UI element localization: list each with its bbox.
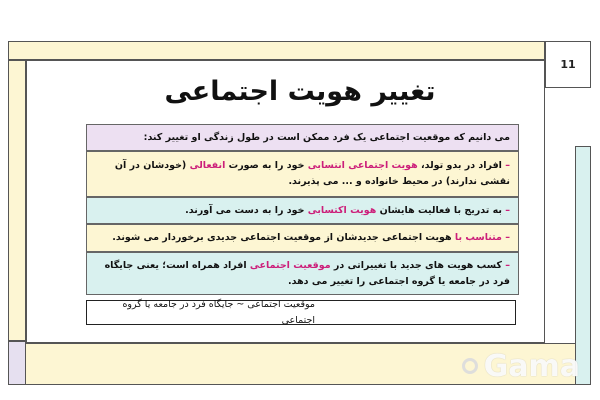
definition-box bbox=[86, 300, 516, 325]
text-segment: هویت اجتماعی جدیدشان از موقعیت اجتماعی جدیدی برخوردار می شوند. bbox=[112, 232, 455, 243]
frame-panel-bottom-left bbox=[8, 341, 26, 385]
bullet-dash: – bbox=[505, 232, 510, 243]
point-box-achieved bbox=[86, 197, 519, 224]
slide-title: تغییر هویت اجتماعی bbox=[164, 75, 436, 107]
frame-panel-left bbox=[8, 60, 26, 341]
bullet-dash: – bbox=[505, 259, 510, 271]
slide-number: 11 bbox=[545, 41, 591, 88]
point-text bbox=[95, 258, 510, 290]
text-segment: (خودشان در آن نقشی ندارند) در محیط خانواده و ... می پذیرند. bbox=[114, 160, 510, 187]
highlight-term: هویت اجتماعی انتسابی bbox=[307, 160, 418, 171]
gama-logo-icon bbox=[462, 358, 478, 374]
bullet-dash: – bbox=[505, 160, 510, 171]
text-segment: به تدریج با فعالیت هایشان bbox=[376, 204, 506, 216]
watermark-text: Gama bbox=[483, 348, 580, 384]
highlight-term: موقعیت اجتماعی bbox=[249, 259, 331, 271]
bullet-dash: – bbox=[505, 204, 510, 216]
text-segment: افراد در بدو تولد، bbox=[417, 160, 506, 171]
highlight-term: انفعالی bbox=[189, 160, 226, 171]
intro-text: می دانیم که موقعیت اجتماعی یک فرد ممکن است در طول زندگی او تغییر کند: bbox=[143, 131, 510, 143]
highlight-term: هویت اکتسابی bbox=[307, 204, 377, 216]
intro-box bbox=[86, 124, 519, 151]
point-text bbox=[95, 158, 510, 190]
point-box-ascribed bbox=[86, 151, 519, 197]
frame-panel-top-left bbox=[8, 41, 545, 60]
point-box-change bbox=[86, 252, 519, 295]
text-segment: کسب هویت های جدید با تغییراتی در bbox=[330, 259, 506, 271]
point-box-new-position bbox=[86, 224, 519, 252]
gama-watermark bbox=[455, 348, 580, 384]
text-segment: افراد همراه است؛ یعنی جایگاه فرد در جامعه یا گروه اجتماعی را تغییر می دهد. bbox=[104, 259, 510, 287]
text-segment: خود را به صورت bbox=[225, 160, 308, 171]
point-text bbox=[95, 230, 510, 246]
text-segment: خود را به دست می آورند. bbox=[185, 204, 308, 216]
point-text bbox=[95, 203, 510, 219]
highlight-term: متناسب با bbox=[454, 232, 506, 243]
definition-text: موقعیت اجتماعی ~ جایگاه فرد در جامعه یا گروه اجتماعی bbox=[122, 298, 315, 326]
